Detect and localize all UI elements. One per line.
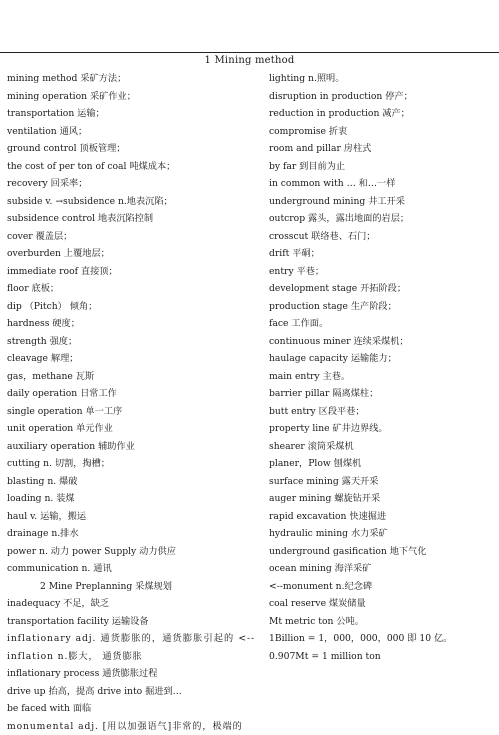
- vocab-line: subsidence control 地表沉陷控制: [7, 210, 255, 228]
- vocab-line: continuous miner 连续采煤机；: [269, 333, 493, 351]
- vocab-line: hydraulic mining 水力采矿: [269, 525, 493, 543]
- vocab-line: underground gasification 地下气化: [269, 543, 493, 561]
- vocab-line: in common with … 和…一样: [269, 175, 493, 193]
- vocab-line: main entry 主巷。: [269, 368, 493, 386]
- vocab-line: subside v. →subsidence n.地表沉陷；: [7, 193, 255, 211]
- vocab-line: the cost of per ton of coal 吨煤成本；: [7, 158, 255, 176]
- vocab-line: entry 平巷；: [269, 263, 493, 281]
- vocab-line: recovery 回采率；: [7, 175, 255, 193]
- vocab-line: <--monument n.纪念碑: [269, 578, 493, 596]
- vocab-line-wrapped: inflationary adj. 通货膨胀的，通货膨胀引起的 <--inflation n.膨大， 通货膨胀: [7, 630, 255, 665]
- vocab-line: by far 到目前为止: [269, 158, 493, 176]
- vocab-line: daily operation 日常工作: [7, 385, 255, 403]
- vocab-line: planer，Plow 刨煤机: [269, 455, 493, 473]
- vocab-line: drift 平硐；: [269, 245, 493, 263]
- page-title: 1 Mining method: [0, 55, 499, 66]
- vocab-line: communication n. 通讯: [7, 560, 255, 578]
- right-column: [269, 70, 493, 665]
- vocab-line: unit operation 单元作业: [7, 420, 255, 438]
- vocab-line: mining operation 采矿作业；: [7, 88, 255, 106]
- vocab-line: gas，methane 瓦斯: [7, 368, 255, 386]
- vocab-line: drainage n.排水: [7, 525, 255, 543]
- vocab-line: lighting n.照明。: [269, 70, 493, 88]
- vocab-line: haulage capacity 运输能力；: [269, 350, 493, 368]
- vocab-line: 1Billion = 1，000，000，000 即 10 亿。: [269, 630, 493, 648]
- vocab-line: ventilation 通风；: [7, 123, 255, 141]
- left-column: [7, 70, 255, 735]
- vocab-line: room and pillar 房柱式: [269, 140, 493, 158]
- vocab-line: rapid excavation 快速掘进: [269, 508, 493, 526]
- vocab-line: disruption in production 停产；: [269, 88, 493, 106]
- section-heading: 2 Mine Preplanning 采煤规划: [7, 578, 255, 596]
- vocab-line: haul v. 运输，搬运: [7, 508, 255, 526]
- vocab-line: be faced with 面临: [7, 700, 255, 718]
- vocab-line: production stage 生产阶段；: [269, 298, 493, 316]
- vocab-line: cleavage 解理；: [7, 350, 255, 368]
- vocab-line: power n. 动力 power Supply 动力供应: [7, 543, 255, 561]
- vocab-line: mining method 采矿方法；: [7, 70, 255, 88]
- vocab-line: barrier pillar 隔离煤柱；: [269, 385, 493, 403]
- vocab-line: reduction in production 减产；: [269, 105, 493, 123]
- vocab-line: face 工作面。: [269, 315, 493, 333]
- vocab-line: cutting n. 切割，掏槽；: [7, 455, 255, 473]
- vocab-line: coal reserve 煤炭储量: [269, 595, 493, 613]
- vocab-line: ocean mining 海洋采矿: [269, 560, 493, 578]
- vocab-line: transportation facility 运输设备: [7, 613, 255, 631]
- vocab-line: outcrop 露头，露出地面的岩层；: [269, 210, 493, 228]
- vocab-line: surface mining 露天开采: [269, 473, 493, 491]
- vocab-line: auxiliary operation 辅助作业: [7, 438, 255, 456]
- vocab-line: monumental adj. [用以加强语气]非常的，极端的: [7, 718, 255, 735]
- vocab-line: Mt metric ton 公吨。: [269, 613, 493, 631]
- vocab-line: loading n. 装煤: [7, 490, 255, 508]
- vocab-line: development stage 开拓阶段；: [269, 280, 493, 298]
- vocab-line: hardness 硬度；: [7, 315, 255, 333]
- vocab-line: dip （Pitch） 倾角；: [7, 298, 255, 316]
- vocab-line: compromise 折衷: [269, 123, 493, 141]
- header-rule: [0, 52, 499, 53]
- vocab-line: blasting n. 爆破: [7, 473, 255, 491]
- vocab-line: crosscut 联络巷、石门；: [269, 228, 493, 246]
- vocab-line: strength 强度；: [7, 333, 255, 351]
- vocab-line: 0.907Mt = 1 million ton: [269, 648, 493, 666]
- vocab-line: floor 底板；: [7, 280, 255, 298]
- vocab-line: transportation 运输；: [7, 105, 255, 123]
- vocab-line: cover 覆盖层；: [7, 228, 255, 246]
- vocab-line: auger mining 螺旋钻开采: [269, 490, 493, 508]
- vocab-line: property line 矿井边界线。: [269, 420, 493, 438]
- vocab-line: drive up 抬高，提高 drive into 掘进到…: [7, 683, 255, 701]
- vocab-line: inflationary process 通货膨胀过程: [7, 665, 255, 683]
- vocab-line: butt entry 区段平巷；: [269, 403, 493, 421]
- vocab-line: inadequacy 不足，缺乏: [7, 595, 255, 613]
- vocab-line: overburden 上覆地层；: [7, 245, 255, 263]
- vocab-line: shearer 滚筒采煤机: [269, 438, 493, 456]
- vocab-line: immediate roof 直接顶；: [7, 263, 255, 281]
- vocab-line: single operation 单一工序: [7, 403, 255, 421]
- vocab-line: ground control 顶板管理；: [7, 140, 255, 158]
- vocab-line: underground mining 井工开采: [269, 193, 493, 211]
